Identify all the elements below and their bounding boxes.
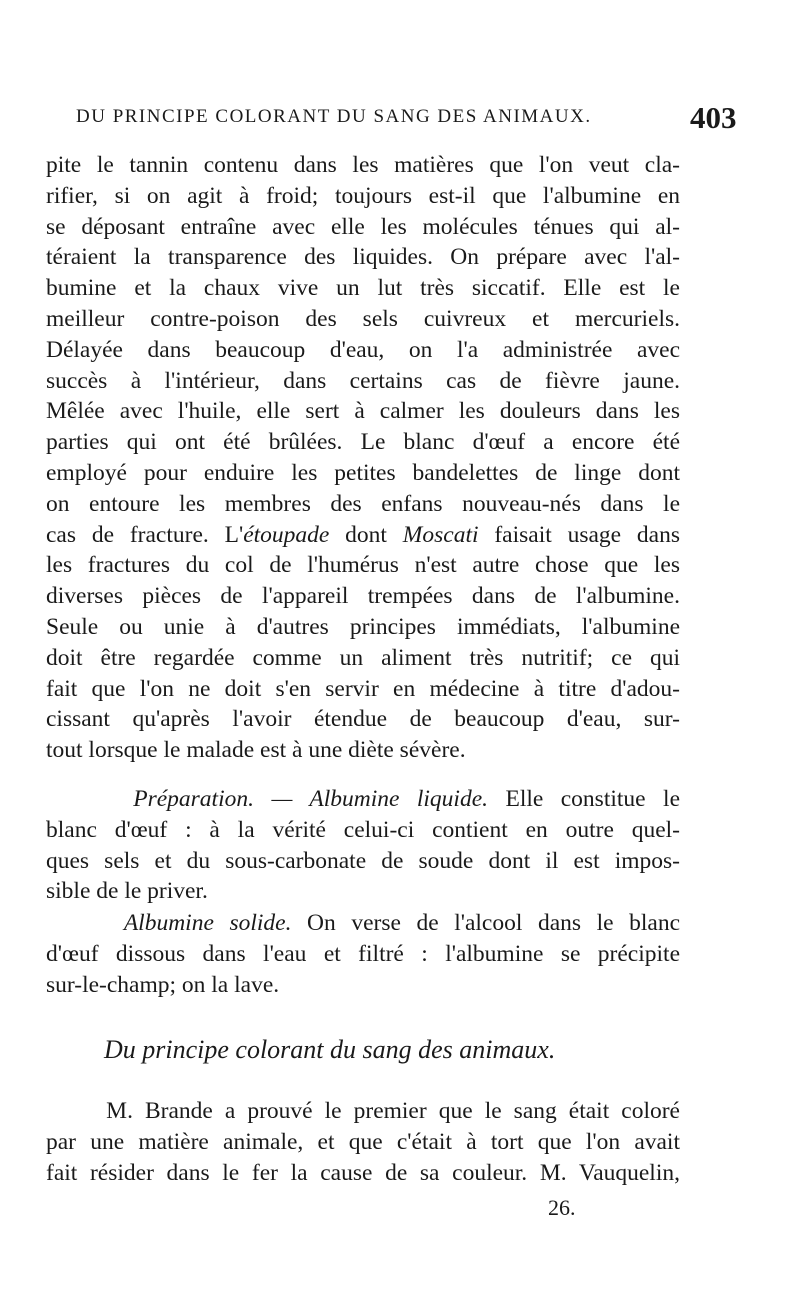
paragraph-brande: [46, 1096, 680, 1188]
italic-name-moscati: Moscati: [402, 521, 479, 548]
text-line: se déposant entraîne avec elle les molécules ténues qui al-: [46, 213, 680, 240]
text-line: pite le tannin contenu dans les matières que l'on veut cla-: [46, 152, 680, 178]
paragraph-albumine-uses: [46, 150, 680, 766]
text-fragment: M. Brande a prouvé le premier que le sang était coloré: [106, 1098, 680, 1124]
text-line: bumine et la chaux vive un lut très siccatif. Elle est le: [46, 275, 680, 302]
text-line: fait que l'on ne doit s'en servir en médecine à titre d'adou-: [46, 675, 680, 702]
text-line: par une matière animale, et que c'était à tort que l'on avait: [46, 1128, 680, 1155]
text-line: meilleur contre-poison des sels cuivreux et mercuriels.: [46, 305, 680, 332]
text-line: Seule ou unie à d'autres principes immédiats, l'albumine: [46, 613, 680, 640]
text-line: diverses pièces de l'appareil trempées dans de l'albumine.: [46, 583, 680, 610]
text-line: [46, 784, 680, 815]
text-line: d'œuf dissous dans l'eau et filtré : l'albumine se précipite: [46, 940, 680, 967]
text-line: parties qui ont été brûlées. Le blanc d'œuf a encore été: [46, 429, 680, 456]
text-line: [46, 908, 680, 939]
text-fragment: On verse de l'alcool dans le blanc: [291, 910, 681, 936]
text-line: tout lorsque le malade est à une diète sévère.: [46, 737, 466, 764]
text-line: sible de le priver.: [46, 878, 208, 905]
text-line: succès à l'intérieur, dans certains cas de fièvre jaune.: [46, 367, 680, 394]
running-head: DU PRINCIPE COLORANT DU SANG DES ANIMAUX.: [76, 106, 592, 127]
text-line: ques sels et du sous-carbonate de soude dont il est impos-: [46, 847, 680, 874]
italic-lead: Préparation. — Albumine liquide.: [133, 786, 489, 812]
text-fragment: faisait usage dans: [478, 521, 681, 548]
text-line: sur-le-champ; on la lave.: [46, 971, 280, 998]
text-line: rifier, si on agit à froid; toujours est-il que l'albumine en: [46, 182, 680, 209]
text-line: fait résider dans le fer la cause de sa couleur. M. Vauquelin,: [46, 1159, 680, 1186]
signature-mark: 26.: [548, 1195, 576, 1220]
text-line: Mêlée avec l'huile, elle sert à calmer les douleurs dans les: [46, 398, 680, 425]
text-line: doit être regardée comme un aliment très nutritif; ce qui: [46, 644, 680, 671]
text-line: Délayée dans beaucoup d'eau, on l'a administrée avec: [46, 336, 680, 363]
text-line: blanc d'œuf : à la vérité celui-ci contient en outre quel-: [46, 816, 680, 843]
text-line: employé pour enduire les petites bandelettes de linge dont: [46, 459, 680, 486]
text-fragment: Elle constitue le: [488, 786, 680, 812]
italic-term-etoupade: étoupade: [243, 521, 330, 548]
text-fragment: dont: [329, 521, 403, 548]
text-fragment: cas de fracture. L': [46, 521, 244, 548]
text-line: téraient la transparence des liquides. On prépare avec l'al-: [46, 244, 680, 271]
page-number: 403: [690, 100, 737, 135]
text-line: on entoure les membres des enfans nouveau-nés dans le: [46, 490, 680, 517]
text-line: les fractures du col de l'humérus n'est autre chose que les: [46, 552, 680, 579]
paragraph-albumine-liquide: [46, 784, 680, 907]
text-line: [46, 1096, 680, 1127]
italic-lead: Albumine solide.: [123, 910, 292, 936]
paragraph-albumine-solide: [46, 908, 680, 1000]
text-line: cissant qu'après l'avoir étendue de beaucoup d'eau, sur-: [46, 706, 680, 733]
text-line: [46, 520, 680, 551]
section-heading: Du principe colorant du sang des animaux.: [104, 1035, 556, 1064]
